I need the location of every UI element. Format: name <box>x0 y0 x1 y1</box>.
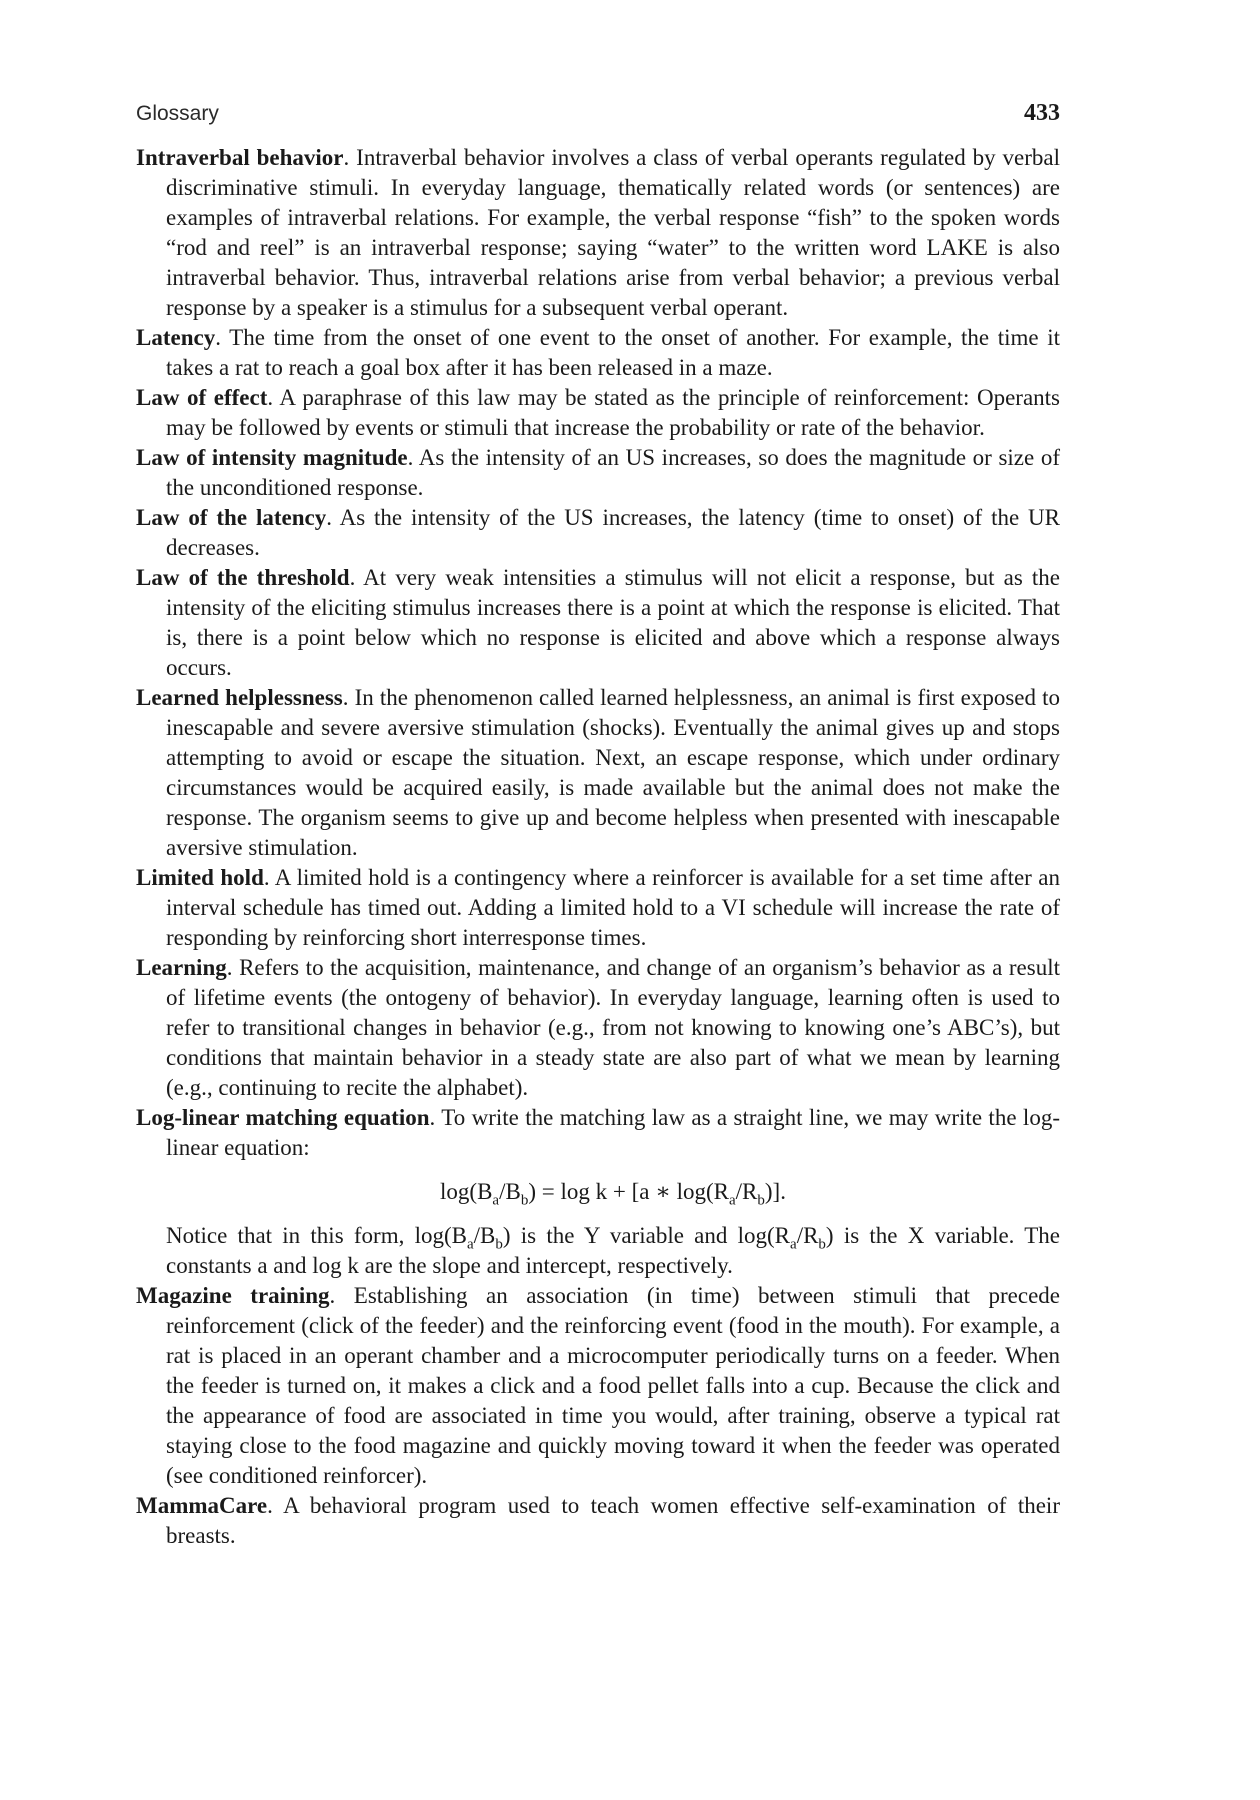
entry-definition: . A limited hold is a contingency where a reinforcer is available for a set time after an interval schedule has timed out. Adding a limited hold to a VI schedule will increase the rate of responding by reinforcing short interresponse times. <box>166 865 1060 950</box>
entry-term: Law of the threshold <box>136 565 350 590</box>
entry-term: Limited hold <box>136 865 264 890</box>
glossary-entry <box>136 563 1060 683</box>
entry-term: Learning <box>136 955 227 980</box>
glossary-entry <box>136 1103 1060 1163</box>
page-number: 433 <box>1024 100 1060 126</box>
entry-term: Learned helplessness <box>136 685 343 710</box>
glossary-entry <box>136 1281 1060 1491</box>
entry-definition: . The time from the onset of one event to the onset of another. For example, the time it takes a rat to reach a goal box after it has been released in a maze. <box>166 325 1060 380</box>
entry-definition: . Intraverbal behavior involves a class of verbal operants regulated by verbal discriminative stimuli. In everyday language, thematically related words (or sentences) are examples of intraverbal relations. For example, the verbal response “fish” to the spoken words “rod and reel” is an intraverbal response; saying “water” to the written word LAKE is also intraverbal behavior. Thus, intraverbal relations arise from verbal behavior; a previous verbal response by a speaker is a stimulus for a subsequent verbal operant. <box>166 145 1060 320</box>
entry-term: Law of effect <box>136 385 268 410</box>
entry-definition: . A behavioral program used to teach women effective self-examination of their breasts. <box>166 1493 1060 1548</box>
glossary-entry <box>136 143 1060 323</box>
entry-definition: . As the intensity of the US increases, the latency (time to onset) of the UR decreases. <box>166 505 1061 560</box>
entry-term: Law of the latency <box>136 505 327 530</box>
entry-term: Intraverbal behavior <box>136 145 344 170</box>
glossary-page <box>136 100 1060 1551</box>
entry-definition: . To write the matching law as a straight line, we may write the log-linear equation: <box>166 1105 1060 1160</box>
running-head <box>136 100 1060 127</box>
glossary-entry <box>136 863 1060 953</box>
glossary-entry <box>136 1491 1060 1551</box>
glossary-entry <box>136 683 1060 863</box>
entry-term: Law of intensity magnitude <box>136 445 408 470</box>
glossary-entry <box>136 503 1060 563</box>
entry-definition: . As the intensity of an US increases, so does the magnitude or size of the unconditioned response. <box>166 445 1060 500</box>
equation-note: Notice that in this form, $\log(B_a/B_b)$ is the Y variable and $\log(R_a/R_b)$ is the X variable. The constants a and log k are the slope and intercept, respectively. <box>166 1223 1060 1278</box>
glossary-entry <box>136 953 1060 1103</box>
entry-term: MammaCare <box>136 1493 268 1518</box>
glossary-entry <box>136 323 1060 383</box>
entry-definition: . Refers to the acquisition, maintenance, and change of an organism’s behavior as a result of lifetime events (the ontogeny of behavior). In everyday language, learning often is used to refer to transitional changes in behavior (e.g., from not knowing to knowing one’s ABC’s), but conditions that maintain behavior in a steady state are also part of what we mean by learning (e.g., continuing to recite the alphabet). <box>166 955 1060 1100</box>
section-title: Glossary <box>136 102 219 125</box>
entry-term: Magazine training <box>136 1283 330 1308</box>
glossary-entry <box>136 383 1060 443</box>
entry-term: Log-linear matching equation <box>136 1105 430 1130</box>
entry-definition: . Establishing an association (in time) between stimuli that precede reinforcement (click of the feeder) and the reinforcing event (food in the mouth). For example, a rat is placed in an operant chamber and a microcomputer periodically turns on a feeder. When the feeder is turned on, it makes a click and a food pellet falls into a cup. Because the click and the appearance of food are associated in time you would, after training, observe a typical rat staying close to the food magazine and quickly moving toward it when the feeder was operated (see conditioned reinforcer). <box>166 1283 1060 1488</box>
entry-definition: . A paraphrase of this law may be stated as the principle of reinforcement: Operants may be followed by events or stimuli that increase the probability or rate of the behavior. <box>166 385 1060 440</box>
glossary-entry <box>136 443 1060 503</box>
log-linear-equation: $\log(B_a/B_b) = \log k + [a$ ∗ $\log(R_a/R_b)$]. <box>440 1179 786 1209</box>
entry-definition: . In the phenomenon called learned helplessness, an animal is first exposed to inescapable and severe aversive stimulation (shocks). Eventually the animal gives up and stops attempting to avoid or escape the situation. Next, an escape response, which under ordinary circumstances would be acquired easily, is made available but the animal does not make the response. The organism seems to give up and become helpless when presented with inescapable aversive stimulation. <box>166 685 1060 860</box>
entry-definition: . At very weak intensities a stimulus will not elicit a response, but as the intensity of the eliciting stimulus increases there is a point at which the response is elicited. That is, there is a point below which no response is elicited and above which a response always occurs. <box>166 565 1061 680</box>
entry-term: Latency <box>136 325 216 350</box>
